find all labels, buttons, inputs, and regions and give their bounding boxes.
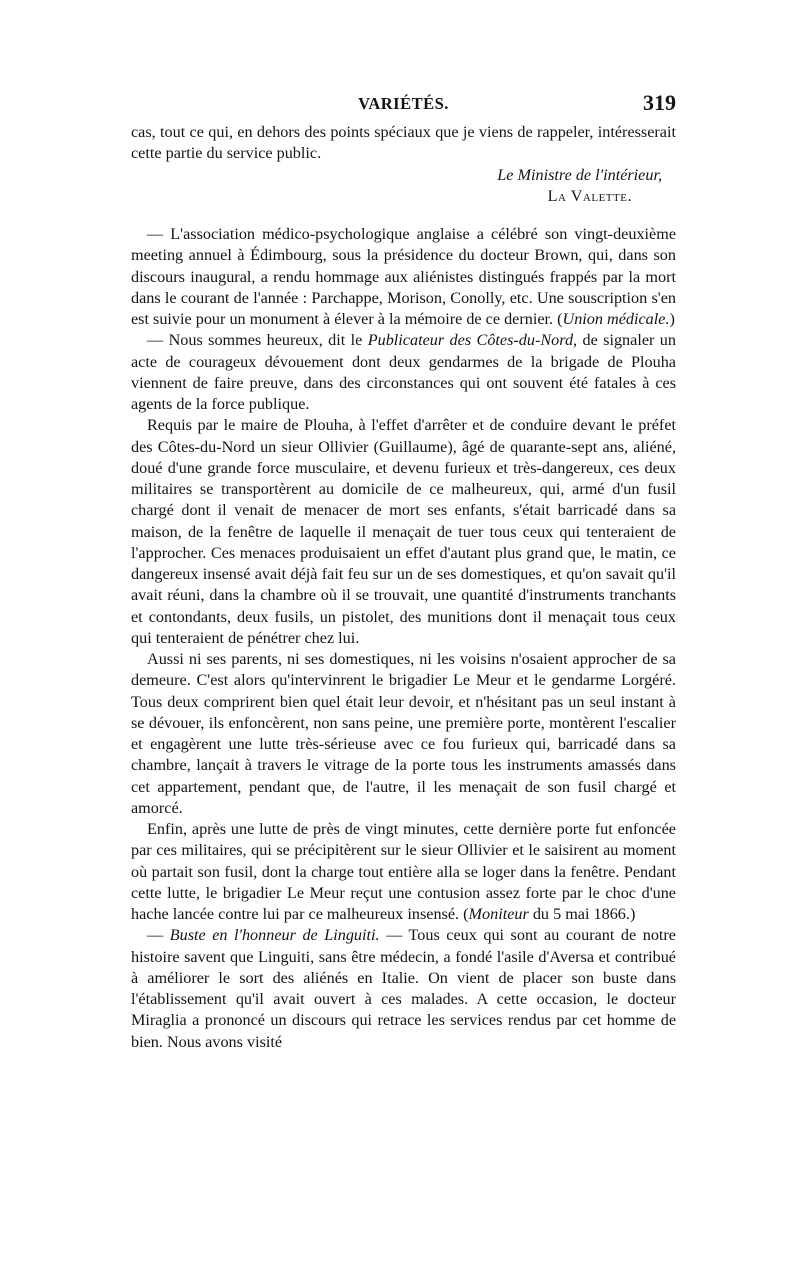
page-body bbox=[131, 122, 676, 1053]
paragraph-text: — Nous sommes heureux, dit le bbox=[147, 331, 368, 350]
signature-name: La Valette. bbox=[547, 186, 632, 205]
running-head bbox=[131, 92, 676, 122]
paragraph-gendarmes bbox=[131, 330, 676, 415]
paragraph-text: cas, tout ce qui, en dehors des points spéciaux que je viens de rappeler, intéresserait cette partie du service public. bbox=[131, 123, 676, 163]
paragraph-enfin bbox=[131, 819, 676, 925]
paragraph-text: , de signaler un acte de courageux dévouement dont deux gendarmes de la brigade de Plouha viennent de faire preuve, dans des circonstances qui ont souvent été fatales à ces agents de la force publique. bbox=[131, 331, 676, 413]
letter-signature bbox=[131, 165, 676, 208]
paragraph-continuation bbox=[131, 122, 676, 165]
paragraph-text: du 5 mai 1866.) bbox=[528, 905, 636, 923]
journal-title: Publicateur des Côtes-du-Nord bbox=[367, 331, 574, 350]
section-title: Buste en l'honneur de Linguiti. bbox=[169, 926, 380, 945]
signature-role: Le Ministre de l'intérieur, bbox=[497, 165, 662, 184]
running-title: VARIÉTÉS. bbox=[358, 94, 449, 113]
source-citation: Union médicale. bbox=[562, 310, 670, 328]
paragraph-requis bbox=[131, 415, 676, 649]
paragraph-linguiti bbox=[131, 925, 676, 1053]
page-number: 319 bbox=[643, 90, 676, 115]
paragraph-text: — L'association médico-psychologique anglaise a célébré son vingt-deuxième meeting annuel à Édimbourg, sous la présidence du docteur Brown, qui, dans son discours inaugural, a rendu hommage aux aliénistes distingués frappés par la mort dans le courant de l'année : Parchappe, Morison, Conolly, etc. Une souscription s'en est suivie pour un monument à élever à la mémoire de ce dernier. ( bbox=[131, 225, 676, 328]
paragraph-aussi bbox=[131, 649, 676, 819]
paragraph-text: Requis par le maire de Plouha, à l'effet d'arrêter et de conduire devant le préfet des Côtes-du-Nord un sieur Ollivier (Guillaume), âgé de quarante-sept ans, aliéné, doué d'une grande force musculaire, et devenu furieux et très-dangereux, ces deux militaires se transportèrent au domicile de ce malheureux, qui, armé d'un fusil chargé dont il venait de menacer de mort ses enfants, s'était barricadé dans sa maison, de la fenêtre de laquelle il menaçait de tuer tous ceux qui tenteraient de l'approcher. Ces menaces produisaient un effet d'autant plus grand que, le matin, ce dangereux insensé avait déjà fait feu sur un de ses domestiques, et qu'on savait qu'il avait réuni, dans la chambre où il se trouvait, une quantité d'instruments tranchants et contondants, deux fusils, un pistolet, des munitions dont il menaçait tous ceux qui tenteraient de pénétrer chez lui. bbox=[131, 416, 676, 647]
source-citation: Moniteur bbox=[468, 905, 529, 923]
paragraph-text: — bbox=[147, 926, 170, 945]
paragraph-association bbox=[131, 224, 676, 330]
paragraph-text: Aussi ni ses parents, ni ses domestiques, ni les voisins n'osaient approcher de sa demeure. C'est alors qu'intervinrent le brigadier Le Meur et le gendarme Lorgéré. Tous deux comprirent bien quel était leur devoir, et n'hésitant pas un seul instant à se dévouer, ils enfoncèrent, non sans peine, une première porte, montèrent l'escalier et engagèrent une lutte très-sérieuse avec ce fou furieux qui, barricadé dans sa chambre, lançait à travers le vitrage de la porte tous les instruments amassés dans cet appartement, pendant que, de l'autre, il les menaçait de son fusil chargé et amorcé. bbox=[131, 650, 676, 817]
paragraph-text: — Tous ceux qui sont au courant de notre histoire savent que Linguiti, sans être médecin, a fondé l'asile d'Aversa et contribué à améliorer le sort des aliénés en Italie. On vient de placer son buste dans l'établissement qu'il avait ouvert à ces malades. A cette occasion, le docteur Miraglia a prononcé un discours qui retrace les services rendus par cet homme de bien. Nous avons visité bbox=[131, 926, 676, 1051]
paragraph-text: Enfin, après une lutte de près de vingt minutes, cette dernière porte fut enfoncée par ces militaires, qui se précipitèrent sur le sieur Ollivier et le saisirent au moment où partait son fusil, dont la charge tout entière alla se loger dans la fenêtre. Pendant cette lutte, le brigadier Le Meur reçut une contusion assez forte par le choc d'une hache lancée contre lui par ce malheureux insensé. ( bbox=[131, 820, 676, 923]
section-gap bbox=[131, 207, 676, 224]
paragraph-text: ) bbox=[669, 310, 675, 328]
